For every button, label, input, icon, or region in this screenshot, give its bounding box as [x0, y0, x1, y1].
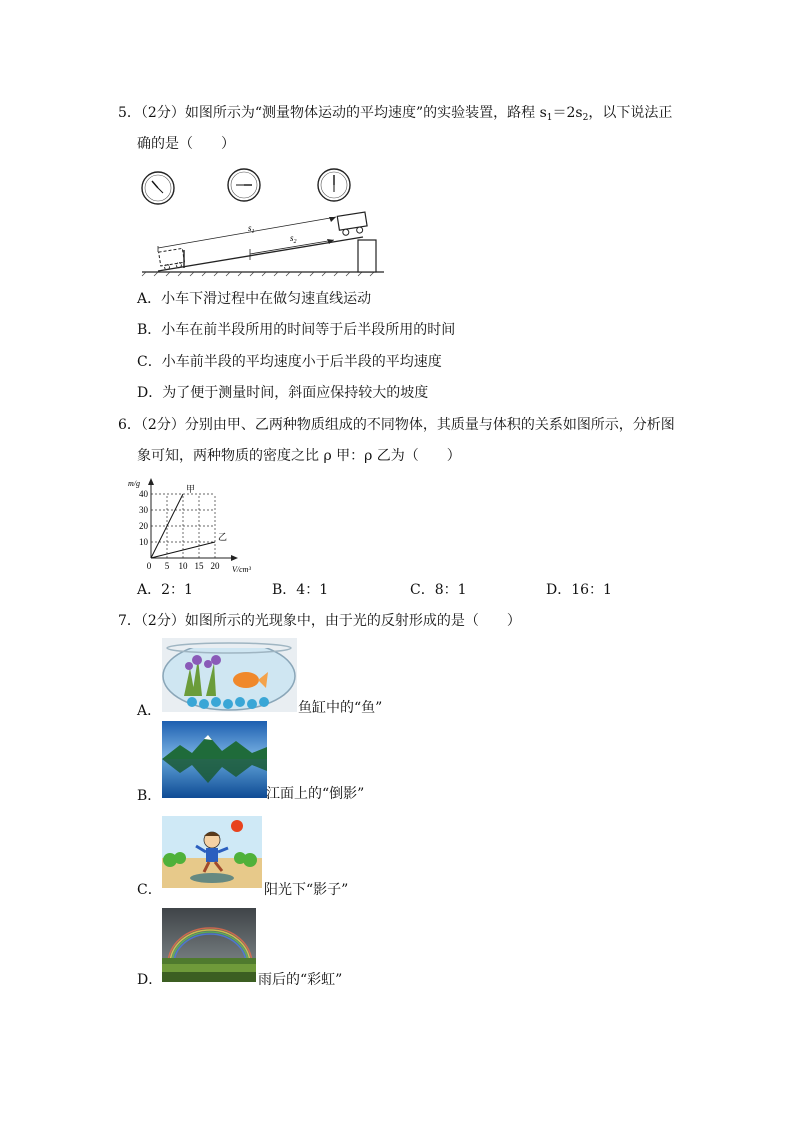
- q6-option-d: D．16：1: [546, 582, 612, 598]
- q7-option-c-letter: C．: [137, 882, 162, 898]
- q5-stem-text-a: 5．（2分）如图所示为“测量物体运动的平均速度”的实验装置，路程 s: [118, 105, 547, 121]
- x-tick-label: 5: [164, 561, 170, 571]
- q5-option-a: A．小车下滑过程中在做匀速直线运动: [137, 291, 372, 307]
- clock-icon-1: [142, 172, 174, 204]
- q7-option-a-caption: 鱼缸中的“鱼”: [298, 700, 383, 716]
- q5-option-c: C．小车前半段的平均速度小于后半段的平均速度: [137, 354, 442, 370]
- clock-icon-2: [228, 169, 260, 201]
- s2-label: $s_2$: [290, 233, 297, 245]
- clock-icon-3: [318, 169, 350, 201]
- q6-option-a: A．2：1: [137, 582, 193, 598]
- y-tick-label: 20: [139, 521, 148, 531]
- q7-option-c-caption: 阳光下“影子”: [264, 882, 349, 898]
- fishbowl-image: [162, 638, 297, 712]
- q5-sub2: 2: [582, 113, 589, 123]
- series-label-1: 乙: [218, 532, 228, 542]
- q5-stem-line1: [118, 103, 672, 128]
- x-tick-label: 15: [194, 561, 204, 571]
- chart-ylabel: m/g: [128, 479, 140, 488]
- chart-grid: [151, 494, 215, 558]
- q5-option-b: B．小车在前半段所用的时间等于后半段所用的时间: [137, 322, 456, 338]
- series-label-0: 甲: [186, 484, 196, 494]
- q6-option-b: B．4：1: [272, 582, 329, 598]
- q5-option-d: D．为了便于测量时间，斜面应保持较大的坡度: [137, 385, 429, 401]
- q7-option-b-caption: 江面上的“倒影”: [266, 786, 365, 802]
- y-axis-arrow: [148, 478, 154, 485]
- x-tick-label: 0: [146, 561, 152, 571]
- q7-option-a-letter: A．: [137, 703, 162, 719]
- q5-stem-text-b: ，以下说法正: [588, 105, 673, 121]
- density-chart: [128, 476, 268, 576]
- cartoon-shadow-image: [162, 816, 262, 888]
- q5-stem-eq: ＝2s: [552, 105, 583, 121]
- q5-stem-line2: 确的是（ ）: [137, 136, 235, 152]
- q5-sub1: 1: [546, 113, 553, 123]
- lake-reflection-image: [162, 721, 267, 798]
- x-tick-label: 20: [210, 561, 220, 571]
- x-tick-label: 10: [178, 561, 188, 571]
- q6-option-c: C．8：1: [410, 582, 467, 598]
- y-tick-label: 30: [139, 505, 148, 515]
- s1-label: $s_1$: [248, 223, 255, 235]
- q5-figure-incline: [138, 160, 388, 280]
- x-axis-arrow: [231, 555, 238, 561]
- q6-stem-line1: 6．（2分）分别由甲、乙两种物质组成的不同物体，其质量与体积的关系如图所示，分析图: [118, 417, 675, 433]
- q7-option-d-caption: 雨后的“彩虹”: [258, 972, 343, 988]
- q7-option-d-letter: D．: [137, 972, 163, 988]
- y-tick-label: 10: [139, 537, 148, 547]
- q7-option-b-letter: B．: [137, 788, 162, 804]
- q7-stem: 7．（2分）如图所示的光现象中，由于光的反射形成的是（ ）: [118, 613, 521, 629]
- q6-stem-line2: 象可知，两种物质的密度之比 ρ 甲：ρ 乙为（ ）: [137, 448, 461, 464]
- y-tick-label: 40: [139, 489, 148, 499]
- chart-xlabel: V/cm³: [232, 565, 251, 574]
- rainbow-image: [162, 908, 256, 982]
